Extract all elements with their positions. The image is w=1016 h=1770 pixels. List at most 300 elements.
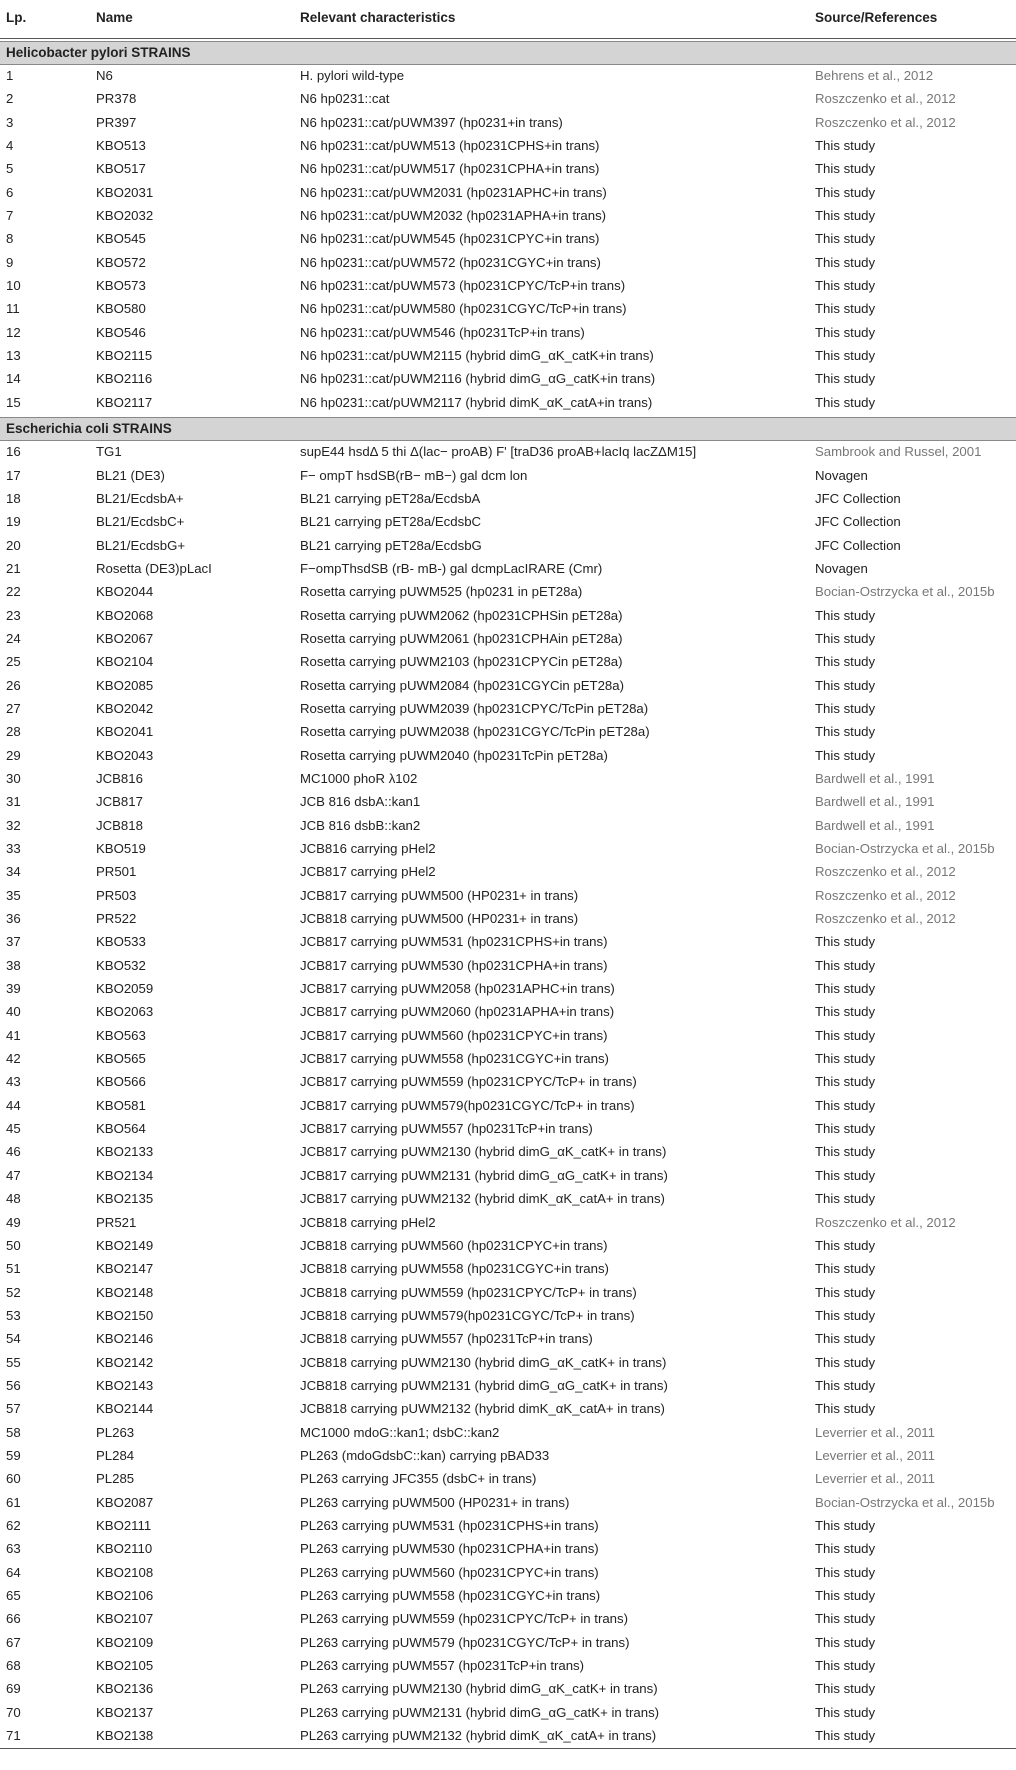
cell-source: This study xyxy=(815,1728,876,1744)
cell-source: Bardwell et al., 1991 xyxy=(815,817,935,833)
table-row xyxy=(0,931,1016,954)
cell-characteristics: Rosetta carrying pUWM2040 (hp0231TcPin pET28a) xyxy=(300,747,608,763)
cell-characteristics: Rosetta carrying pUWM2039 (hp0231CPYC/TcPin pET28a) xyxy=(300,700,649,716)
cell-lp: 62 xyxy=(6,1517,21,1533)
table-row xyxy=(0,465,1016,488)
cell-characteristics: PL263 carrying pUWM2131 (hybrid dimG_αG_catK+ in trans) xyxy=(300,1704,660,1720)
cell-source: This study xyxy=(815,1284,876,1300)
cell-source: Leverrier et al., 2011 xyxy=(815,1471,935,1487)
table-row xyxy=(0,1538,1016,1561)
cell-source: Roszczenko et al., 2012 xyxy=(815,887,956,903)
cell-characteristics: PL263 carrying pUWM530 (hp0231CPHA+in trans) xyxy=(300,1541,599,1557)
table-row xyxy=(0,1562,1016,1585)
cell-characteristics: Rosetta carrying pUWM2084 (hp0231CGYCin pET28a) xyxy=(300,677,624,693)
table-header xyxy=(0,0,1016,39)
cell-characteristics: JCB817 carrying pUWM2058 (hp0231APHC+in trans) xyxy=(300,981,615,997)
cell-characteristics: N6 hp0231::cat/pUWM546 (hp0231TcP+in trans) xyxy=(300,324,585,340)
cell-source: This study xyxy=(815,1307,876,1323)
cell-name: KBO2110 xyxy=(96,1541,153,1557)
cell-lp: 37 xyxy=(6,934,21,950)
cell-name: KBO2150 xyxy=(96,1307,154,1323)
table-row xyxy=(0,698,1016,721)
cell-name: JCB818 xyxy=(96,817,143,833)
table-row xyxy=(0,628,1016,651)
table-row xyxy=(0,441,1016,464)
cell-name: KBO2042 xyxy=(96,700,154,716)
cell-characteristics: MC1000 mdoG::kan1; dsbC::kan2 xyxy=(300,1424,500,1440)
cell-name: KBO563 xyxy=(96,1027,146,1043)
table-row xyxy=(0,1258,1016,1281)
cell-name: KBO2068 xyxy=(96,607,154,623)
section-header xyxy=(0,417,1016,441)
cell-name: KBO2044 xyxy=(96,584,154,600)
cell-name: PL285 xyxy=(96,1471,135,1487)
cell-name: Rosetta (DE3)pLacI xyxy=(96,560,212,576)
cell-source: This study xyxy=(815,724,876,740)
cell-name: KBO580 xyxy=(96,301,146,317)
cell-name: PL284 xyxy=(96,1447,135,1463)
table-row xyxy=(0,1678,1016,1701)
cell-name: KBO565 xyxy=(96,1051,146,1067)
cell-name: KBO2116 xyxy=(96,371,153,387)
cell-lp: 1 xyxy=(6,68,14,83)
cell-name: KBO519 xyxy=(96,841,146,856)
table-row xyxy=(0,511,1016,534)
cell-name: KBO2067 xyxy=(96,630,154,646)
cell-characteristics: JCB817 carrying pUWM500 (HP0231+ in trans) xyxy=(300,887,579,903)
table-row xyxy=(0,1632,1016,1655)
cell-characteristics: BL21 carrying pET28a/EcdsbC xyxy=(300,514,482,530)
table-row xyxy=(0,1445,1016,1468)
cell-name: KBO2108 xyxy=(96,1564,154,1580)
cell-characteristics: N6 hp0231::cat/pUWM2117 (hybrid dimK_αK_catA+in trans) xyxy=(300,394,653,410)
cell-source: Bardwell et al., 1991 xyxy=(815,770,935,786)
cell-characteristics: N6 hp0231::cat/pUWM545 (hp0231CPYC+in trans) xyxy=(300,231,600,247)
cell-lp: 63 xyxy=(6,1541,21,1557)
cell-characteristics: JCB816 carrying pHel2 xyxy=(300,841,436,856)
bottom-rule xyxy=(0,1748,1016,1749)
cell-lp: 56 xyxy=(6,1377,21,1393)
cell-lp: 31 xyxy=(6,794,21,810)
cell-characteristics: N6 hp0231::cat/pUWM2115 (hybrid dimG_αK_catK+in trans) xyxy=(300,348,654,364)
cell-source: This study xyxy=(815,1541,876,1557)
cell-source: This study xyxy=(815,934,876,950)
cell-source: This study xyxy=(815,1401,876,1417)
table-row xyxy=(0,1725,1016,1748)
cell-name: KBO566 xyxy=(96,1074,146,1090)
table-row xyxy=(0,721,1016,744)
cell-source: Roszczenko et al., 2012 xyxy=(815,864,956,880)
table-row xyxy=(0,1048,1016,1071)
cell-name: KBO2107 xyxy=(96,1611,154,1627)
table-row xyxy=(0,275,1016,298)
cell-lp: 52 xyxy=(6,1284,21,1300)
cell-characteristics: Rosetta carrying pUWM2038 (hp0231CGYC/TcPin pET28a) xyxy=(300,724,650,740)
cell-characteristics: PL263 carrying pUWM531 (hp0231CPHS+in trans) xyxy=(300,1517,599,1533)
cell-source: This study xyxy=(815,1517,876,1533)
cell-characteristics: PL263 carrying pUWM558 (hp0231CGYC+in trans) xyxy=(300,1588,601,1603)
cell-characteristics: N6 hp0231::cat/pUWM2032 (hp0231APHA+in trans) xyxy=(300,208,607,224)
cell-characteristics: N6 hp0231::cat xyxy=(300,91,390,107)
cell-characteristics: N6 hp0231::cat/pUWM573 (hp0231CPYC/TcP+in trans) xyxy=(300,278,626,294)
table-row xyxy=(0,135,1016,158)
table-row xyxy=(0,1328,1016,1351)
cell-characteristics: JCB817 carrying pUWM557 (hp0231TcP+in trans) xyxy=(300,1121,593,1137)
cell-source: This study xyxy=(815,1027,876,1043)
cell-source: This study xyxy=(815,1191,876,1207)
cell-lp: 7 xyxy=(6,208,14,224)
cell-lp: 24 xyxy=(6,630,21,646)
cell-source: Bocian-Ostrzycka et al., 2015b xyxy=(815,584,995,600)
cell-source: Roszczenko et al., 2012 xyxy=(815,114,956,130)
cell-characteristics: JCB818 carrying pUWM2132 (hybrid dimK_αK_catA+ in trans) xyxy=(300,1401,665,1417)
cell-lp: 64 xyxy=(6,1564,21,1580)
cell-lp: 33 xyxy=(6,841,21,856)
table-row xyxy=(0,1398,1016,1421)
cell-characteristics: JCB817 carrying pUWM559 (hp0231CPYC/TcP+ in trans) xyxy=(300,1074,637,1090)
cell-lp: 16 xyxy=(6,444,21,460)
cell-characteristics: JCB818 carrying pUWM579(hp0231CGYC/TcP+ in trans) xyxy=(300,1307,635,1323)
cell-source: This study xyxy=(815,1377,876,1393)
cell-name: KBO2135 xyxy=(96,1191,154,1207)
cell-source: This study xyxy=(815,654,876,670)
cell-characteristics: PL263 carrying pUWM560 (hp0231CPYC+in trans) xyxy=(300,1564,599,1580)
cell-lp: 54 xyxy=(6,1331,21,1347)
cell-characteristics: JCB817 carrying pUWM558 (hp0231CGYC+in trans) xyxy=(300,1051,609,1067)
cell-lp: 60 xyxy=(6,1471,21,1487)
table-row xyxy=(0,488,1016,511)
table-row xyxy=(0,1118,1016,1141)
cell-lp: 48 xyxy=(6,1191,21,1207)
cell-source: This study xyxy=(815,1704,876,1720)
cell-name: KBO2147 xyxy=(96,1261,154,1277)
table-row xyxy=(0,228,1016,251)
table-row xyxy=(0,1608,1016,1631)
cell-source: This study xyxy=(815,1658,876,1674)
cell-characteristics: JCB817 carrying pUWM2060 (hp0231APHA+in trans) xyxy=(300,1004,615,1020)
cell-lp: 26 xyxy=(6,677,21,693)
cell-source: This study xyxy=(815,138,876,154)
cell-source: This study xyxy=(815,607,876,623)
cell-lp: 4 xyxy=(6,138,14,154)
table-row xyxy=(0,1282,1016,1305)
cell-lp: 40 xyxy=(6,1004,21,1020)
cell-name: KBO546 xyxy=(96,324,146,340)
cell-lp: 13 xyxy=(6,348,21,364)
cell-characteristics: JCB817 carrying pUWM579(hp0231CGYC/TcP+ in trans) xyxy=(300,1097,635,1113)
cell-name: KBO2041 xyxy=(96,724,154,740)
cell-characteristics: BL21 carrying pET28a/EcdsbG xyxy=(300,537,482,553)
cell-source: JFC Collection xyxy=(815,490,901,506)
cell-characteristics: Rosetta carrying pUWM2061 (hp0231CPHAin pET28a) xyxy=(300,630,623,646)
table-row xyxy=(0,1071,1016,1094)
cell-name: KBO573 xyxy=(96,278,146,294)
cell-characteristics: JCB817 carrying pUWM530 (hp0231CPHA+in trans) xyxy=(300,957,608,973)
table-row xyxy=(0,791,1016,814)
cell-source: This study xyxy=(815,254,876,270)
cell-characteristics: JCB818 carrying pUWM500 (HP0231+ in trans) xyxy=(300,911,579,927)
cell-source: This study xyxy=(815,1564,876,1580)
cell-characteristics: JCB818 carrying pHel2 xyxy=(300,1214,436,1230)
cell-lp: 43 xyxy=(6,1074,21,1090)
cell-lp: 55 xyxy=(6,1354,21,1370)
cell-name: KBO2105 xyxy=(96,1658,154,1674)
cell-source: This study xyxy=(815,231,876,247)
cell-name: BL21/EcdsbG+ xyxy=(96,537,186,553)
cell-lp: 68 xyxy=(6,1658,21,1674)
cell-source: This study xyxy=(815,1261,876,1277)
table-row xyxy=(0,1001,1016,1024)
cell-source: This study xyxy=(815,1074,876,1090)
cell-lp: 14 xyxy=(6,371,21,387)
cell-lp: 51 xyxy=(6,1261,21,1277)
cell-source: Leverrier et al., 2011 xyxy=(815,1447,935,1463)
table-row xyxy=(0,1352,1016,1375)
table-row xyxy=(0,298,1016,321)
cell-name: KBO532 xyxy=(96,957,146,973)
cell-source: Sambrook and Russel, 2001 xyxy=(815,444,982,460)
cell-name: KBO2136 xyxy=(96,1681,154,1697)
cell-characteristics: JCB817 carrying pUWM2131 (hybrid dimG_αG_catK+ in trans) xyxy=(300,1167,668,1183)
table-row xyxy=(0,1141,1016,1164)
cell-lp: 29 xyxy=(6,747,21,763)
cell-lp: 39 xyxy=(6,981,21,997)
cell-characteristics: PL263 carrying pUWM500 (HP0231+ in trans) xyxy=(300,1494,570,1510)
table-row xyxy=(0,1095,1016,1118)
cell-characteristics: JCB817 carrying pUWM560 (hp0231CPYC+in trans) xyxy=(300,1027,608,1043)
cell-characteristics: JCB818 carrying pUWM558 (hp0231CGYC+in trans) xyxy=(300,1261,609,1277)
cell-characteristics: Rosetta carrying pUWM525 (hp0231 in pET28a) xyxy=(300,584,583,600)
cell-lp: 61 xyxy=(6,1494,21,1510)
cell-source: This study xyxy=(815,1121,876,1137)
cell-source: This study xyxy=(815,957,876,973)
cell-lp: 57 xyxy=(6,1401,21,1417)
cell-source: This study xyxy=(815,394,876,410)
cell-source: This study xyxy=(815,1588,876,1603)
table-row xyxy=(0,392,1016,415)
cell-lp: 41 xyxy=(6,1027,21,1043)
cell-name: KBO2031 xyxy=(96,184,154,200)
cell-lp: 25 xyxy=(6,654,21,670)
cell-name: KBO2134 xyxy=(96,1167,154,1183)
cell-lp: 66 xyxy=(6,1611,21,1627)
cell-name: KBO2117 xyxy=(96,394,153,410)
cell-source: This study xyxy=(815,1634,876,1650)
table-row xyxy=(0,322,1016,345)
table-row xyxy=(0,768,1016,791)
cell-lp: 3 xyxy=(6,114,14,130)
cell-source: Roszczenko et al., 2012 xyxy=(815,91,956,107)
cell-source: This study xyxy=(815,161,876,177)
cell-source: This study xyxy=(815,630,876,646)
cell-name: KBO581 xyxy=(96,1097,146,1113)
table-row xyxy=(0,1165,1016,1188)
cell-characteristics: N6 hp0231::cat/pUWM580 (hp0231CGYC/TcP+in trans) xyxy=(300,301,627,317)
cell-characteristics: N6 hp0231::cat/pUWM513 (hp0231CPHS+in trans) xyxy=(300,138,600,154)
cell-source: Novagen xyxy=(815,560,868,576)
section-title: Escherichia coli STRAINS xyxy=(6,421,172,437)
table-row xyxy=(0,955,1016,978)
cell-characteristics: Rosetta carrying pUWM2103 (hp0231CPYCin pET28a) xyxy=(300,654,623,670)
cell-lp: 46 xyxy=(6,1144,21,1160)
table-row xyxy=(0,675,1016,698)
cell-name: KBO564 xyxy=(96,1121,146,1137)
table-row xyxy=(0,1212,1016,1235)
table-row xyxy=(0,368,1016,391)
table-row xyxy=(0,112,1016,135)
table-row xyxy=(0,535,1016,558)
cell-characteristics: PL263 carrying pUWM559 (hp0231CPYC/TcP+ in trans) xyxy=(300,1611,629,1627)
cell-characteristics: MC1000 phoR λ102 xyxy=(300,770,418,786)
cell-characteristics: N6 hp0231::cat/pUWM397 (hp0231+in trans) xyxy=(300,114,563,130)
cell-name: KBO2063 xyxy=(96,1004,154,1020)
cell-characteristics: H. pylori wild-type xyxy=(300,68,405,83)
cell-characteristics: supE44 hsdΔ 5 thi Δ(lac− proAB) F' [traD36 proAB+lacIq lacZΔM15] xyxy=(300,444,697,460)
table-row xyxy=(0,1375,1016,1398)
cell-source: This study xyxy=(815,324,876,340)
cell-lp: 20 xyxy=(6,537,21,553)
cell-name: KBO545 xyxy=(96,231,146,247)
cell-lp: 58 xyxy=(6,1424,21,1440)
cell-lp: 34 xyxy=(6,864,21,880)
table-row xyxy=(0,1702,1016,1725)
cell-source: This study xyxy=(815,677,876,693)
cell-source: This study xyxy=(815,208,876,224)
cell-name: KBO2149 xyxy=(96,1237,154,1253)
cell-source: This study xyxy=(815,700,876,716)
cell-characteristics: F−ompThsdSB (rB- mB-) gal dcmpLacIRARE (Cmr) xyxy=(300,560,603,576)
cell-source: This study xyxy=(815,184,876,200)
cell-characteristics: JCB818 carrying pUWM2131 (hybrid dimG_αG_catK+ in trans) xyxy=(300,1377,668,1393)
cell-lp: 71 xyxy=(6,1728,21,1744)
table-row xyxy=(0,252,1016,275)
cell-characteristics: JCB 816 dsbA::kan1 xyxy=(300,794,421,810)
table-row xyxy=(0,345,1016,368)
table-row xyxy=(0,1655,1016,1678)
cell-name: JCB816 xyxy=(96,770,143,786)
cell-source: This study xyxy=(815,1167,876,1183)
cell-name: KBO2133 xyxy=(96,1144,154,1160)
cell-lp: 30 xyxy=(6,770,21,786)
cell-lp: 70 xyxy=(6,1704,21,1720)
cell-lp: 21 xyxy=(6,560,21,576)
cell-source: Roszczenko et al., 2012 xyxy=(815,1214,956,1230)
cell-source: Bocian-Ostrzycka et al., 2015b xyxy=(815,841,995,856)
cell-characteristics: Rosetta carrying pUWM2062 (hp0231CPHSin pET28a) xyxy=(300,607,623,623)
cell-name: BL21 (DE3) xyxy=(96,467,165,483)
cell-source: This study xyxy=(815,301,876,317)
cell-lp: 32 xyxy=(6,817,21,833)
table-row xyxy=(0,1492,1016,1515)
cell-name: KBO2142 xyxy=(96,1354,154,1370)
cell-source: This study xyxy=(815,1144,876,1160)
cell-name: KBO2109 xyxy=(96,1634,154,1650)
cell-name: PR521 xyxy=(96,1214,137,1230)
table-row xyxy=(0,1422,1016,1445)
cell-source: Bocian-Ostrzycka et al., 2015b xyxy=(815,1494,995,1510)
cell-lp: 69 xyxy=(6,1681,21,1697)
cell-source: Leverrier et al., 2011 xyxy=(815,1424,935,1440)
cell-name: PR397 xyxy=(96,114,137,130)
cell-characteristics: JCB817 carrying pUWM531 (hp0231CPHS+in trans) xyxy=(300,934,608,950)
cell-source: Behrens et al., 2012 xyxy=(815,68,934,83)
cell-lp: 8 xyxy=(6,231,14,247)
cell-characteristics: PL263 carrying pUWM579 (hp0231CGYC/TcP+ in trans) xyxy=(300,1634,630,1650)
cell-name: PR501 xyxy=(96,864,137,880)
cell-source: This study xyxy=(815,1237,876,1253)
table-row xyxy=(0,815,1016,838)
cell-name: KBO2043 xyxy=(96,747,154,763)
cell-source: This study xyxy=(815,278,876,294)
table-row xyxy=(0,605,1016,628)
cell-characteristics: PL263 carrying pUWM2130 (hybrid dimG_αK_catK+ in trans) xyxy=(300,1681,658,1697)
cell-characteristics: JCB817 carrying pUWM2130 (hybrid dimG_αK_catK+ in trans) xyxy=(300,1144,667,1160)
cell-name: PR503 xyxy=(96,887,137,903)
cell-lp: 10 xyxy=(6,278,21,294)
cell-lp: 59 xyxy=(6,1447,21,1463)
cell-lp: 19 xyxy=(6,514,21,530)
cell-lp: 27 xyxy=(6,700,21,716)
cell-source: This study xyxy=(815,348,876,364)
cell-characteristics: BL21 carrying pET28a/EcdsbA xyxy=(300,490,481,506)
table-row xyxy=(0,745,1016,768)
table-row xyxy=(0,1188,1016,1211)
table-row xyxy=(0,908,1016,931)
cell-name: JCB817 xyxy=(96,794,143,810)
table-row xyxy=(0,88,1016,111)
cell-name: KBO2111 xyxy=(96,1517,152,1533)
cell-lp: 53 xyxy=(6,1307,21,1323)
table-body xyxy=(0,41,1016,1748)
cell-name: KBO2115 xyxy=(96,348,153,364)
cell-name: KBO2144 xyxy=(96,1401,154,1417)
cell-source: Novagen xyxy=(815,467,868,483)
cell-lp: 42 xyxy=(6,1051,21,1067)
cell-lp: 23 xyxy=(6,607,21,623)
cell-name: KBO513 xyxy=(96,138,146,154)
cell-characteristics: PL263 (mdoGdsbC::kan) carrying pBAD33 xyxy=(300,1447,550,1463)
cell-lp: 28 xyxy=(6,724,21,740)
cell-characteristics: JCB817 carrying pUWM2132 (hybrid dimK_αK_catA+ in trans) xyxy=(300,1191,665,1207)
table-row xyxy=(0,1515,1016,1538)
table-row xyxy=(0,581,1016,604)
table-row xyxy=(0,1305,1016,1328)
cell-source: This study xyxy=(815,1331,876,1347)
table-row xyxy=(0,558,1016,581)
cell-name: BL21/EcdsbC+ xyxy=(96,514,185,530)
cell-lp: 49 xyxy=(6,1214,21,1230)
cell-lp: 38 xyxy=(6,957,21,973)
cell-characteristics: JCB818 carrying pUWM559 (hp0231CPYC/TcP+ in trans) xyxy=(300,1284,637,1300)
cell-source: JFC Collection xyxy=(815,537,901,553)
cell-source: This study xyxy=(815,1097,876,1113)
table-row xyxy=(0,65,1016,88)
table-row xyxy=(0,978,1016,1001)
cell-characteristics: JCB818 carrying pUWM2130 (hybrid dimG_αK_catK+ in trans) xyxy=(300,1354,667,1370)
header-source: Source/References xyxy=(815,10,938,25)
cell-name: KBO2032 xyxy=(96,208,154,224)
cell-name: PR378 xyxy=(96,91,137,107)
table-row xyxy=(0,861,1016,884)
cell-lp: 9 xyxy=(6,254,14,270)
table-row xyxy=(0,205,1016,228)
cell-lp: 5 xyxy=(6,161,14,177)
cell-characteristics: N6 hp0231::cat/pUWM572 (hp0231CGYC+in trans) xyxy=(300,254,601,270)
cell-name: KBO517 xyxy=(96,161,146,177)
cell-source: This study xyxy=(815,1681,876,1697)
cell-lp: 45 xyxy=(6,1121,21,1137)
cell-source: This study xyxy=(815,1611,876,1627)
